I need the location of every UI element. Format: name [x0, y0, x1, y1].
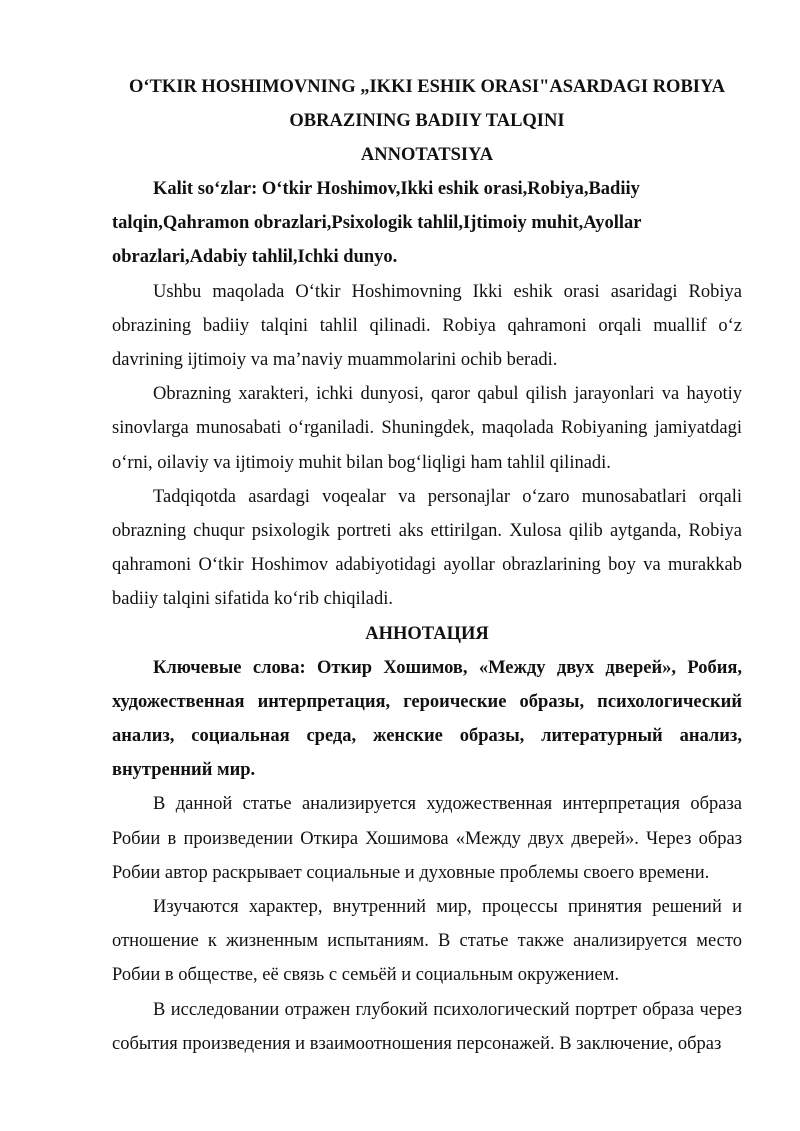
annotation-paragraph-uz-3: Tadqiqotda asardagi voqealar va personajlar o‘zaro munosabatlari orqali obrazning chuqur psixologik portreti aks ettirilgan. Xulosa qilib aytganda, Robiya qahramoni O‘tkir Hoshimov adabiyotidagi ayollar obrazlarining boy va murakkab badiiy talqini sifatida ko‘rib chiqiladi. [112, 486, 742, 610]
annotation-paragraph-uz-2: Obrazning xarakteri, ichki dunyosi, qaror qabul qilish jarayonlari va hayotiy sinovlarga munosabati o‘rganiladi. Shuningdek, maqolada Robiyaning jamiyatdagi o‘rni, oilaviy va ijtimoiy muhit bilan bog‘liqligi ham tahlil qilinadi. [112, 384, 742, 473]
annotation-paragraph-ru-3: В исследовании отражен глубокий психологический портрет образа через события произведения и взаимоотношения персонажей. В заключение, образ [112, 999, 742, 1054]
keywords-uz: Kalit so‘zlar: O‘tkir Hoshimov,Ikki eshik orasi,Robiya,Badiiy talqin,Qahramon obrazlari,Psixologik tahlil,Ijtimoiy muhit,Ayollar obrazlari,Adabiy tahlil,Ichki dunyo. [112, 179, 642, 268]
keywords-ru: Ключевые слова: Откир Хошимов, «Между двух дверей», Робия, художественная интерпретация, героические образы, психологический анализ, социальная среда, женские образы, литературный анализ, внутренний мир. [112, 657, 742, 781]
article-title-line-2: OBRAZINING BADIIY TALQINI [289, 111, 565, 131]
annotation-paragraph-ru-2: Изучаются характер, внутренний мир, процессы принятия решений и отношение к жизненным испытаниям. В статье также анализируется место Робии в обществе, её связь с семьёй и социальным окружением. [112, 897, 742, 986]
document-page [112, 70, 742, 1061]
annotation-paragraph-ru-1: В данной статье анализируется художественная интерпретация образа Робии в произведении Откира Хошимова «Между двух дверей». Через образ Робии автор раскрывает социальные и духовные проблемы своего времени. [112, 794, 742, 883]
annotation-heading-uz: ANNOTATSIYA [360, 145, 494, 165]
annotation-heading-ru: АННОТАЦИЯ [365, 623, 489, 644]
annotation-paragraph-uz-1: Ushbu maqolada O‘tkir Hoshimovning Ikki eshik orasi asaridagi Robiya obrazining badiiy talqini tahlil qilinadi. Robiya qahramoni orqali muallif o‘z davrining ijtimoiy va ma’naviy muammolarini ochib beradi. [112, 281, 742, 371]
article-title-line-1: O‘TKIR HOSHIMOVNING „IKKI ESHIK ORASI"ASARDAGI ROBIYA [128, 77, 726, 97]
